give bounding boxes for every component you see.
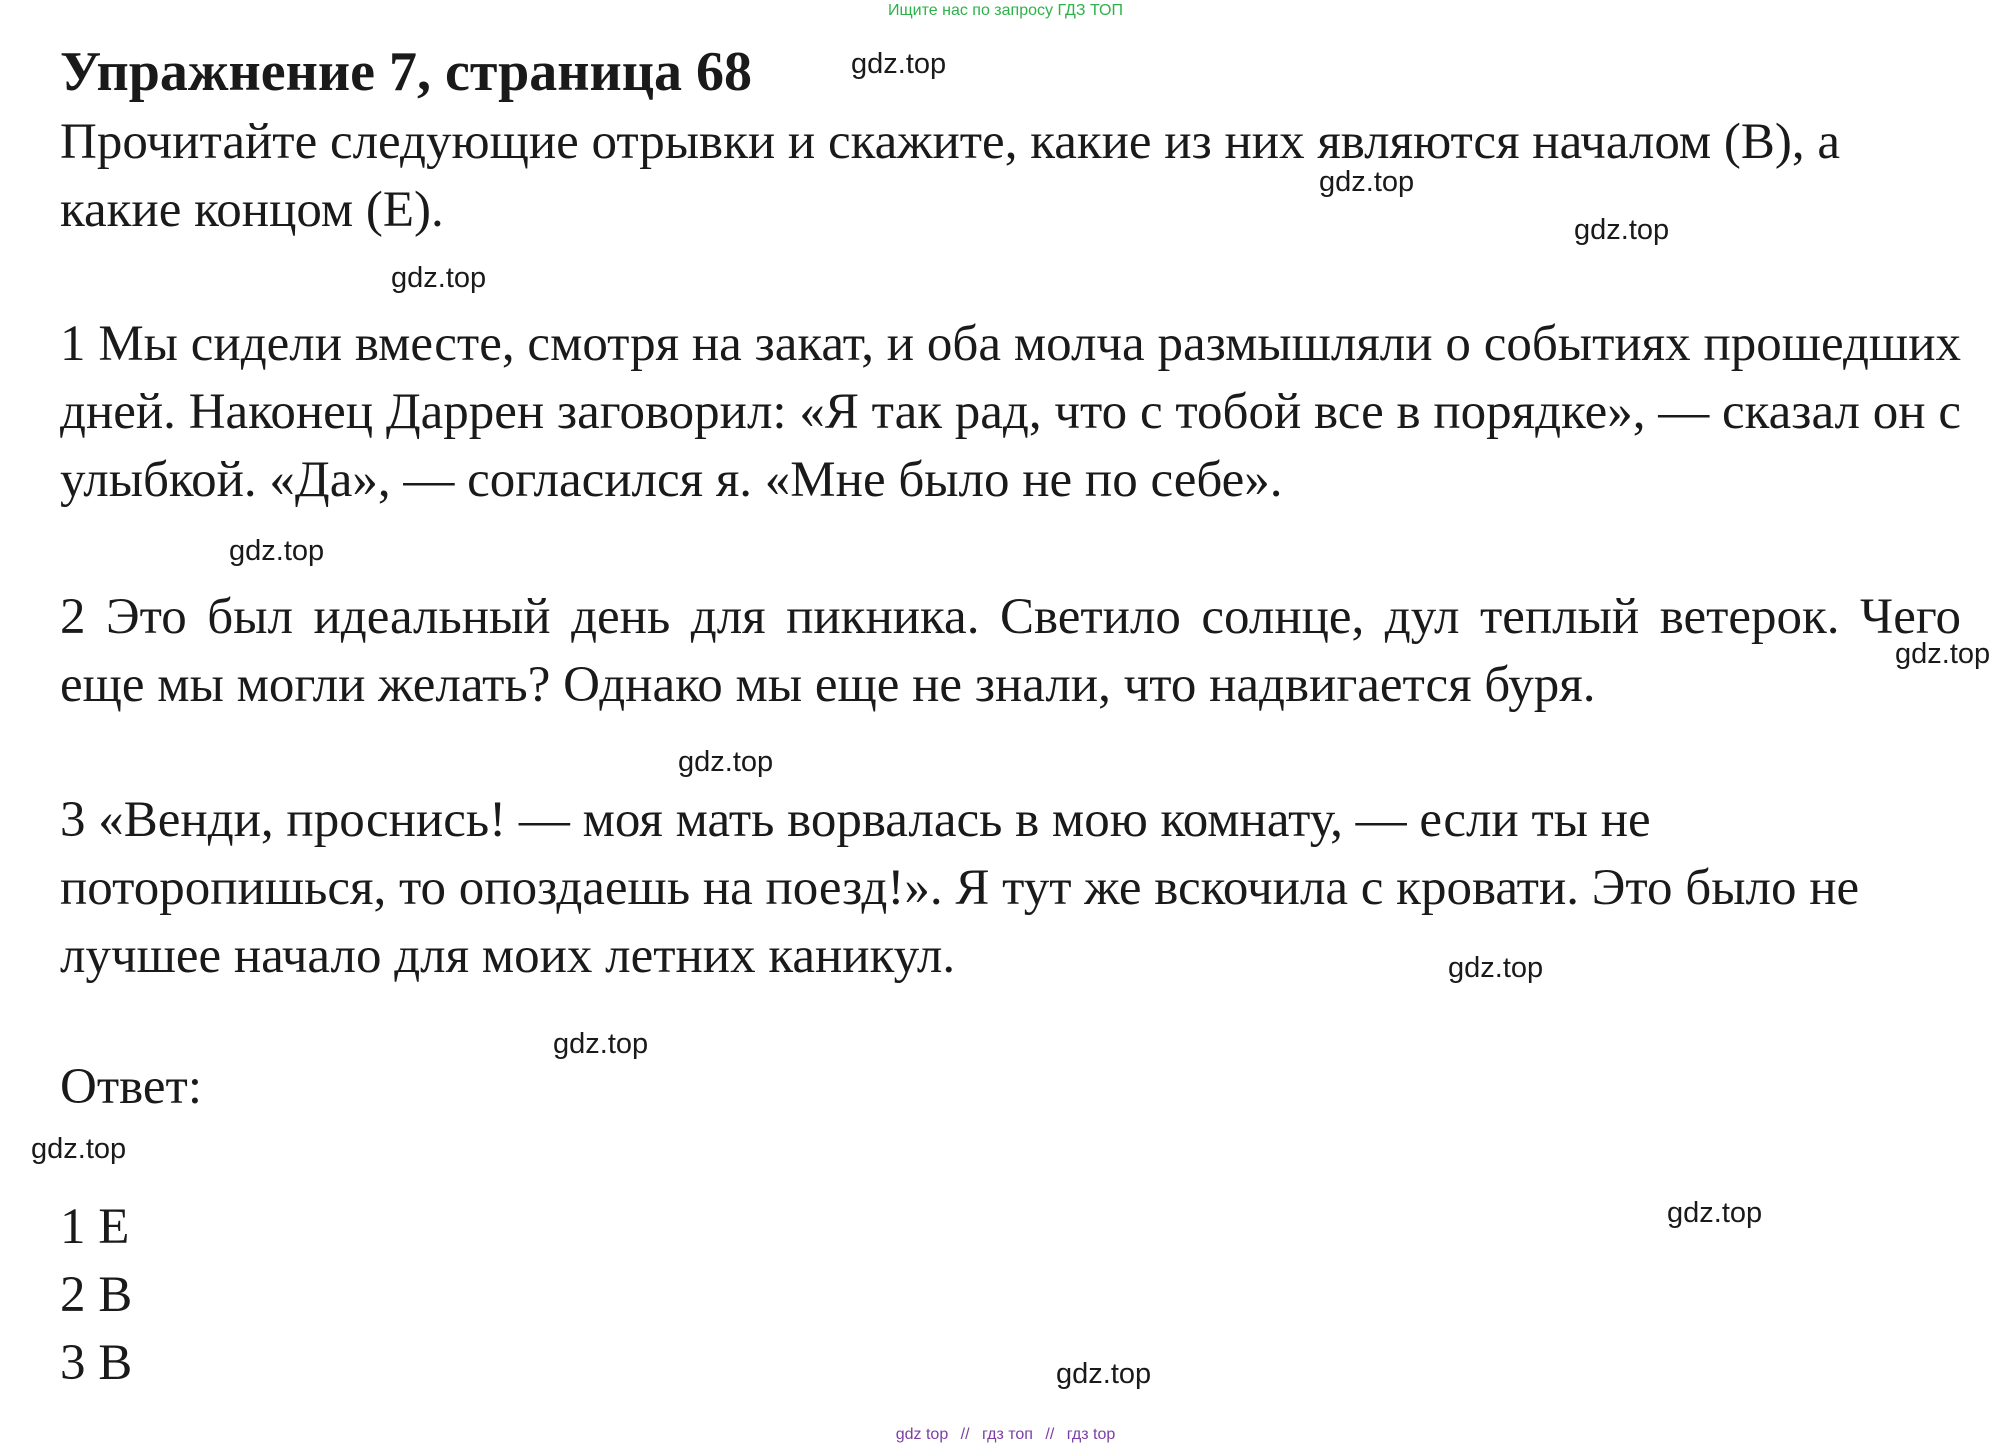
footer-link-gdz-top[interactable]: gdz top — [895, 1426, 949, 1443]
watermark: gdz.top — [391, 262, 487, 294]
watermark: gdz.top — [678, 746, 774, 778]
answer-label: Ответ: — [60, 1059, 202, 1115]
watermark: gdz.top — [1448, 952, 1544, 984]
passage-1: 1 Мы сидели вместе, смотря на закат, и оба молча размышляли о событиях прошедших дней. Наконец Даррен заговорил: «Я так рад, что с тобой все в порядке», — сказал он с улыбкой. «Да», — согласился я. «Мне было не по себе». — [60, 316, 1961, 508]
task-text: Прочитайте следующие отрывки и скажите, какие из них являются началом (B), а какие концом (E). — [60, 114, 1841, 238]
watermark: gdz.top — [553, 1028, 649, 1060]
top-banner: Ищите нас по запросу ГДЗ ТОП — [888, 2, 1123, 19]
watermark: gdz.top — [1667, 1197, 1763, 1229]
footer-separator: // — [960, 1426, 970, 1443]
watermark: gdz.top — [851, 48, 947, 80]
passage-3: 3 «Венди, проснись! — моя мать ворвалась в мою комнату, — если ты не поторопишься, то опоздаешь на поезд!». Я тут же вскочила с кровати. Это было не лучшее начало для моих летних каникул. — [60, 792, 1860, 984]
watermark: gdz.top — [1056, 1358, 1152, 1390]
answer-item: 1 E — [60, 1199, 130, 1255]
watermark: gdz.top — [31, 1133, 127, 1165]
watermark: gdz.top — [1319, 166, 1415, 198]
answer-list — [60, 1193, 132, 1397]
footer-separator: // — [1045, 1426, 1055, 1443]
passage-2: 2 Это был идеальный день для пикника. Светило солнце, дул теплый ветерок. Чего еще мы могли желать? Однако мы еще не знали, что надвигается буря. — [60, 589, 1961, 713]
footer-link-gdz-top-ru[interactable]: гдз топ — [982, 1426, 1033, 1443]
answer-item: 3 B — [60, 1335, 133, 1391]
footer-links — [0, 1426, 2011, 1444]
watermark: gdz.top — [229, 535, 325, 567]
watermark: gdz.top — [1574, 214, 1670, 246]
exercise-title: Упражнение 7, страница 68 — [60, 41, 753, 103]
footer-link-gdz-top-mixed[interactable]: гдз top — [1066, 1426, 1116, 1443]
answer-item: 2 B — [60, 1267, 133, 1323]
watermark: gdz.top — [1895, 638, 1991, 670]
